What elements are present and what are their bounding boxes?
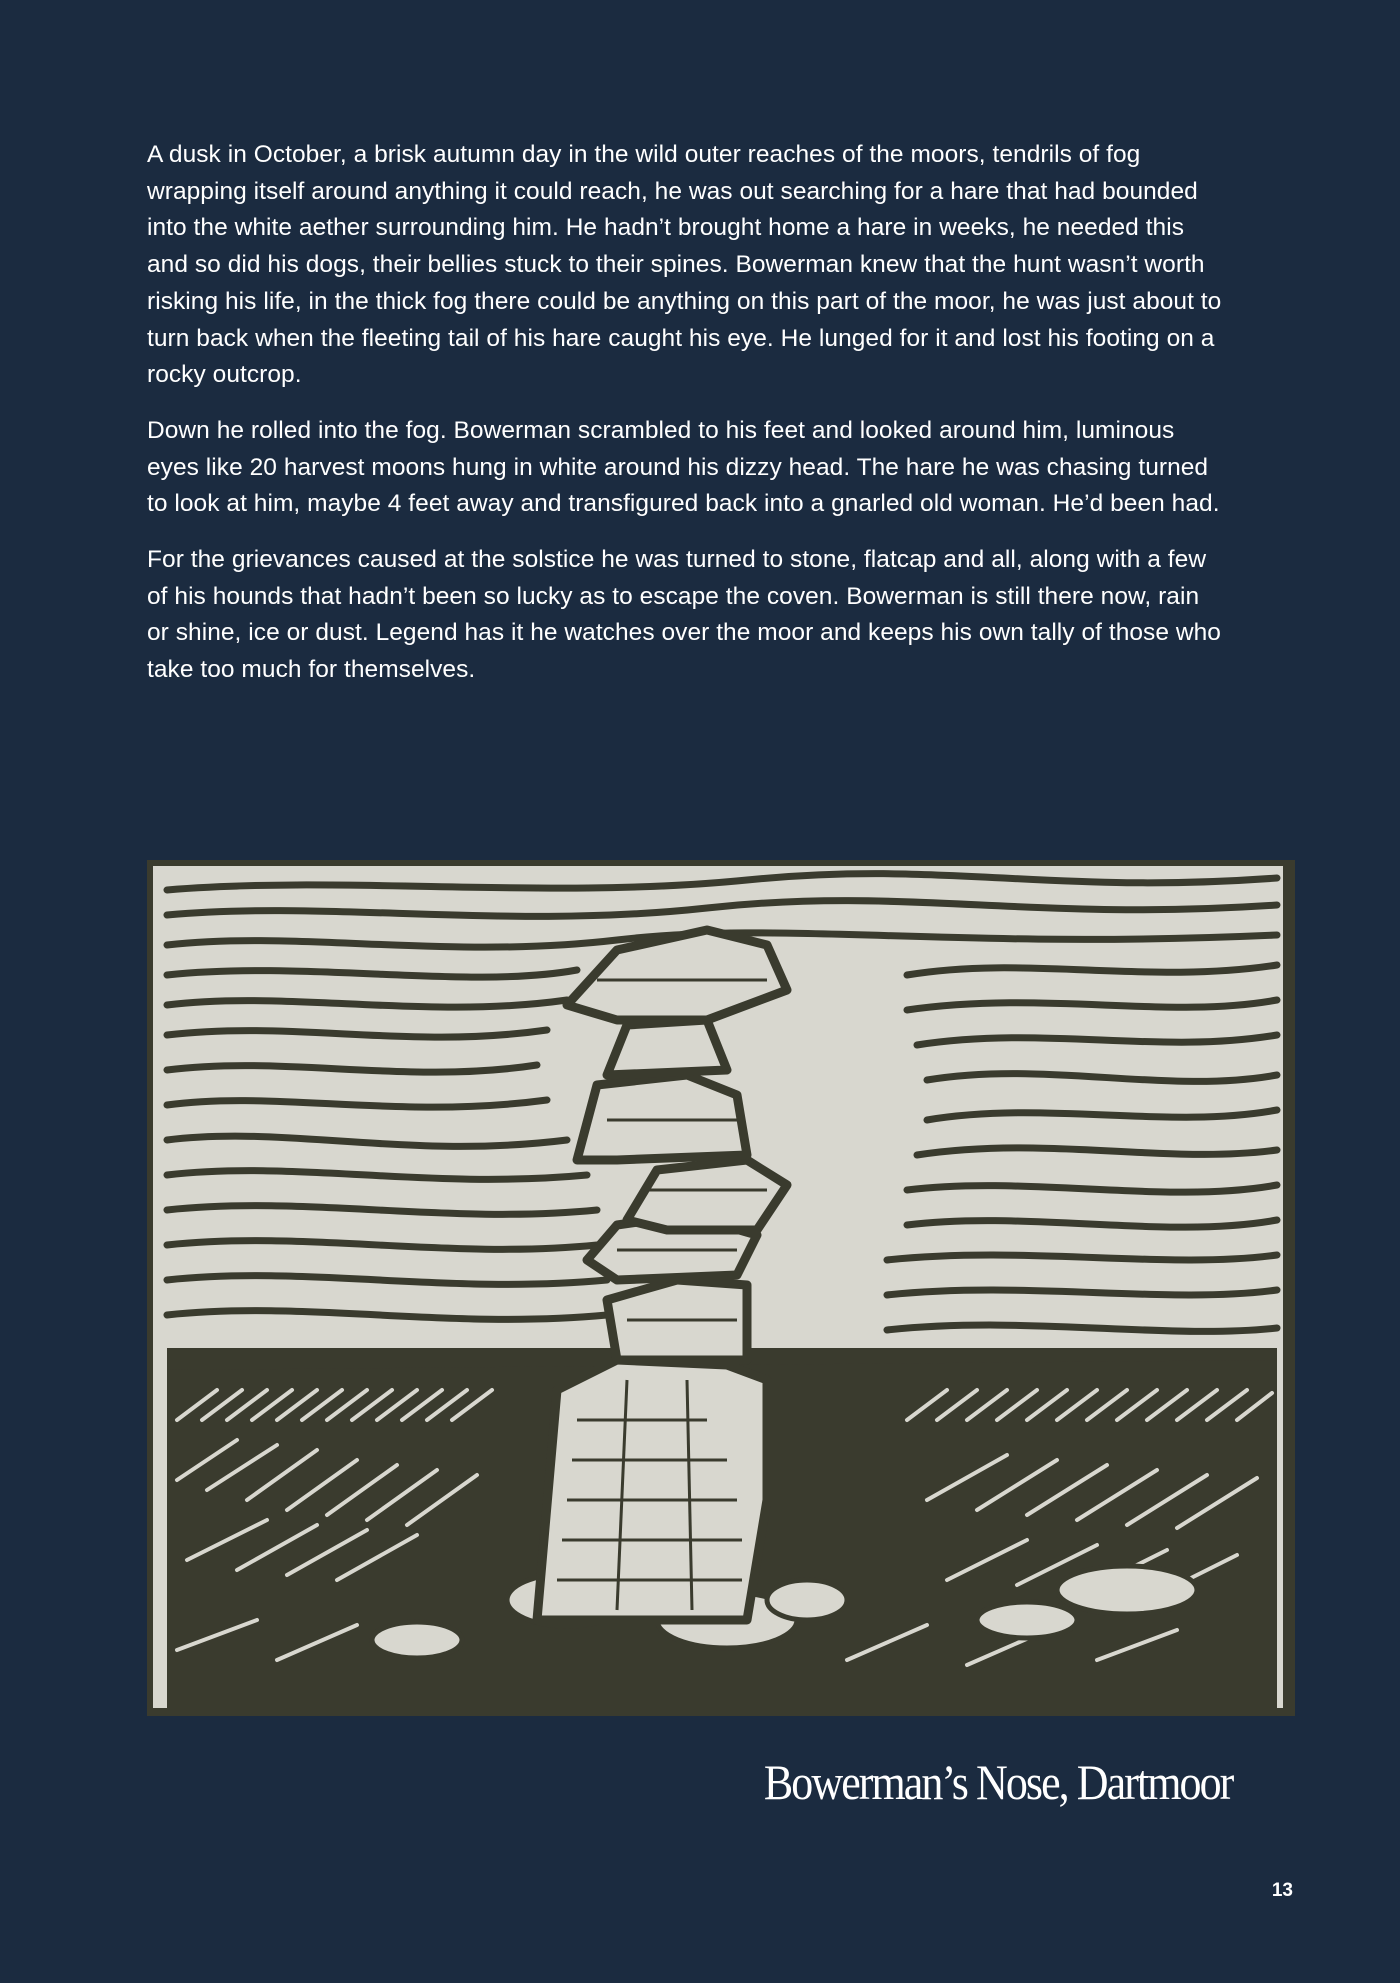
- story-paragraph-3: For the grievances caused at the solstice he was turned to stone, flatcap and all, along with a few of his hounds that hadn’t been so lucky as to escape the coven. Bowerman is still there now, rain or shine, ice or dust. Legend has it he watches over the moor and keeps his own tally of those who take too much for themselves.: [147, 546, 1221, 684]
- page-number: 13: [1271, 1880, 1293, 1901]
- linocut-illustration: [147, 860, 1295, 1716]
- story-paragraph-2: Down he rolled into the fog. Bowerman scrambled to his feet and looked around him, luminous eyes like 20 harvest moons hung in white around his dizzy head. The hare he was chasing turned to look at him, maybe 4 feet away and transfigured back into a gnarled old woman. He’d been had.: [147, 416, 1220, 518]
- story-text: [147, 137, 1227, 708]
- linocut-print-image: [147, 860, 1295, 1716]
- story-paragraph-1: A dusk in October, a brisk autumn day in the wild outer reaches of the moors, tendrils of fog wrapping itself around anything it could reach, he was out searching for a hare that had bounded into the white aether surrounding him. He hadn’t brought home a hare in weeks, he needed this and so did his dogs, their bellies stuck to their spines. Bowerman knew that the hunt wasn’t worth risking his life, in the thick fog there could be anything on this part of the moor, he was just about to turn back when the fleeting tail of his hare caught his eye. He lunged for it and lost his footing on a rocky outcrop.: [147, 141, 1222, 389]
- illustration-caption: Bowerman’s Nose, Dartmoor: [763, 1754, 1232, 1810]
